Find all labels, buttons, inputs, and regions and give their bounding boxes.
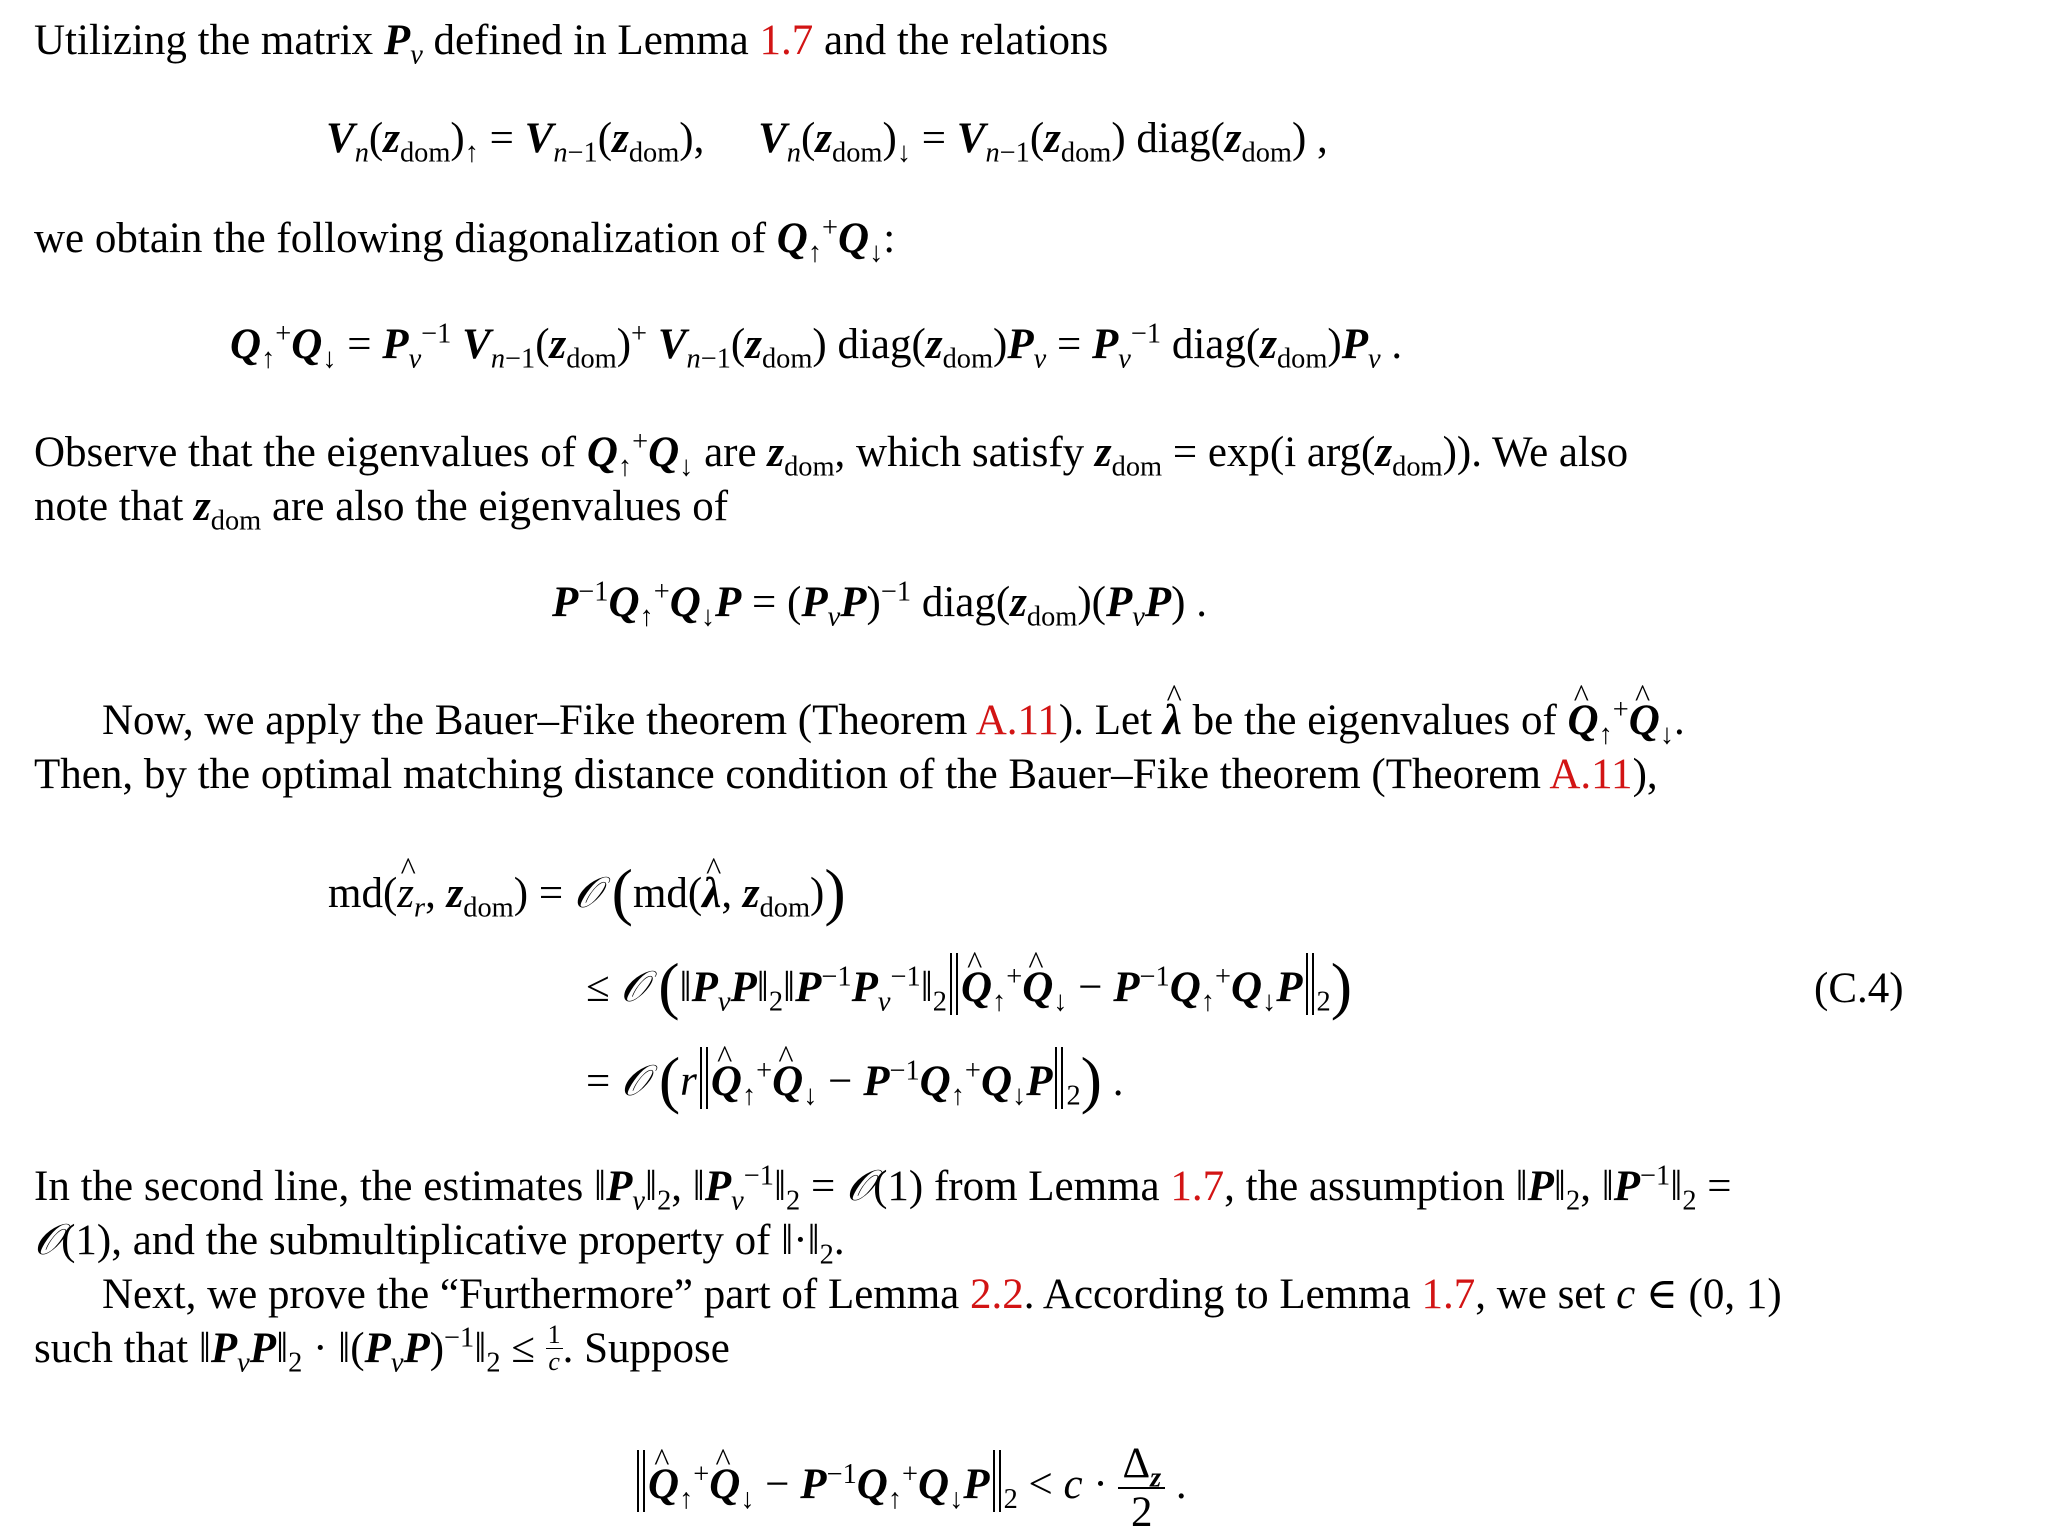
paragraph-3-text-d: . We also [1471, 429, 1629, 476]
equation-number: (C.4) [1814, 965, 1904, 1012]
paragraph-1-text-b: defined in Lemma [433, 17, 749, 64]
equation-relations: $V_n(z_{dom})_↑ = V_{n-1}(z_{dom})$, $V_n(z_{dom})_↓ = V_{n-1}(z_{dom})$ $diag(z_{dom})$ , [326, 115, 1328, 169]
paragraph-4-text-c: be the eigenvalues of [1192, 697, 1557, 744]
paragraph-3-text-b: are [704, 429, 757, 476]
paragraph-6-text-e: . Suppose [562, 1325, 730, 1372]
paragraph-4-text-e: ), [1632, 751, 1658, 798]
paragraph-3-line-2: note that $z_{dom}$ are also the eigenvalues of [34, 483, 729, 537]
paragraph-3-text-c: , which satisfy [834, 429, 1085, 476]
paragraph-1: Utilizing the matrix $P_v$ defined in Lemma 1.7 and the relations [34, 17, 1109, 71]
paragraph-5-line-1: In the second line, the estimates $‖P_v‖_2$, $‖P_v^{-1}‖_2$ = 𝒪(1) from Lemma 1.7, the assumption $‖P‖_2$, $‖P^{-1}‖_2$ = [34, 1160, 1732, 1217]
paragraph-3-text-e: note that [34, 483, 184, 530]
paragraph-4-text-a: Now, we apply the Bauer–Fike theorem (Theorem [102, 697, 968, 744]
equation-c4-line-2: ≤ 𝒪 ($‖P_vP‖_2‖P^{-1}P_v^{-1}‖_2\^{}$ $Q_↑^+\^{}$ $Q_↓ - P^{-1}Q_↑^+Q_↓P$ $_2$) [586, 946, 1352, 1026]
paragraph-1-text-c: and the relations [824, 17, 1109, 64]
paragraph-1-text-a: Utilizing the matrix [34, 17, 374, 64]
equation-condition: ^ $Q_↑^+\^{}$ $Q_↓ - P^{-1}Q_↑^+Q_↓P$ $_2$ < c · $\frac{\Delta_z}{2}$ . [634, 1440, 1187, 1537]
paragraph-6-line-2: such that $‖P_vP‖_2$ · $‖(P_vP)^{-1}‖_2$ ≤ $\frac{1}{c}$ . Suppose [34, 1320, 730, 1379]
lemma-ref-1-7[interactable]: 1.7 [759, 17, 814, 64]
lemma-ref-1-7-second[interactable]: 1.7 [1170, 1163, 1225, 1210]
paragraph-5-text-b: from Lemma [933, 1163, 1160, 1210]
lemma-ref-2-2[interactable]: 2.2 [970, 1271, 1024, 1318]
paragraph-5-text-a: In the second line, the estimates [34, 1163, 584, 1210]
lemma-ref-1-7-third[interactable]: 1.7 [1421, 1271, 1476, 1318]
paragraph-6-text-b: . According to Lemma [1023, 1271, 1411, 1318]
paragraph-5-text-c: , the assumption [1224, 1163, 1505, 1210]
theorem-ref-a11-second[interactable]: A.11 [1549, 751, 1633, 798]
paragraph-6-text-a: Next, we prove the “Furthermore” part of Lemma [102, 1271, 960, 1318]
equation-c4-line-3: = 𝒪 (r^ $Q_↑^+\^{}$ $Q_↓ - P^{-1}Q_↑^+Q_↓P$ $_2$) . [586, 1040, 1123, 1120]
paragraph-2: we obtain the following diagonalization of $Q_↑^+Q_↓$: [34, 212, 896, 269]
paragraph-5-text-d: , and the submultiplicative property of [111, 1217, 771, 1264]
paragraph-3-text-a: Observe that the eigenvalues of [34, 429, 577, 476]
paragraph-2-text: we obtain the following diagonalization of [34, 215, 767, 262]
equation-c4-line-1: md(^ $z_r$, $z_{dom}$) = 𝒪 (md(^ λ, $z_{dom}$)) [328, 852, 846, 932]
paragraph-3-line-1: Observe that the eigenvalues of $Q_↑^+Q_↓$ are $z_{dom}$, which satisfy $z_{dom} = \exp(i$ $arg(z_{dom})$). We also [34, 426, 1629, 483]
theorem-ref-a11-first[interactable]: A.11 [975, 697, 1059, 744]
paragraph-5-line-2: 𝒪(1), and the submultiplicative property of $‖\cdot‖_2$. [34, 1217, 845, 1271]
paragraph-4-line-1: Now, we apply the Bauer–Fike theorem (Theorem A.11). Let ^ λ be the eigenvalues of ^ $Q_↑^+\^{}$ $Q_↓$. [34, 694, 1685, 748]
paragraph-6-text-d: such that [34, 1325, 189, 1372]
paragraph-3-text-f: are also the eigenvalues of [271, 483, 729, 530]
paragraph-4-line-2 [34, 748, 1658, 802]
paragraph-6-line-1: Next, we prove the “Furthermore” part of Lemma 2.2. According to Lemma 1.7, we set c ∈ (0, 1) [102, 1271, 1782, 1318]
paragraph-4-text-d: Then, by the optimal matching distance condition of the Bauer–Fike theorem (Theorem [34, 751, 1541, 798]
equation-similarity: $P^{-1}Q_↑^+Q_↓P = (P_vP)^{-1}$ $diag(z_{dom})(P_vP)$ . [552, 576, 1207, 633]
paragraph-6-text-c: , we set [1475, 1271, 1606, 1318]
equation-diagonalization: $Q_↑^+Q_↓ = P_v^{-1}$ $V_{n-1}(z_{dom})^+$ $V_{n-1}(z_{dom})$ $diag(z_{dom})P_v = P_v^{-1}$ $diag(z_{dom})P_v$ . [230, 318, 1403, 375]
paragraph-4-text-b: ). Let [1058, 697, 1153, 744]
